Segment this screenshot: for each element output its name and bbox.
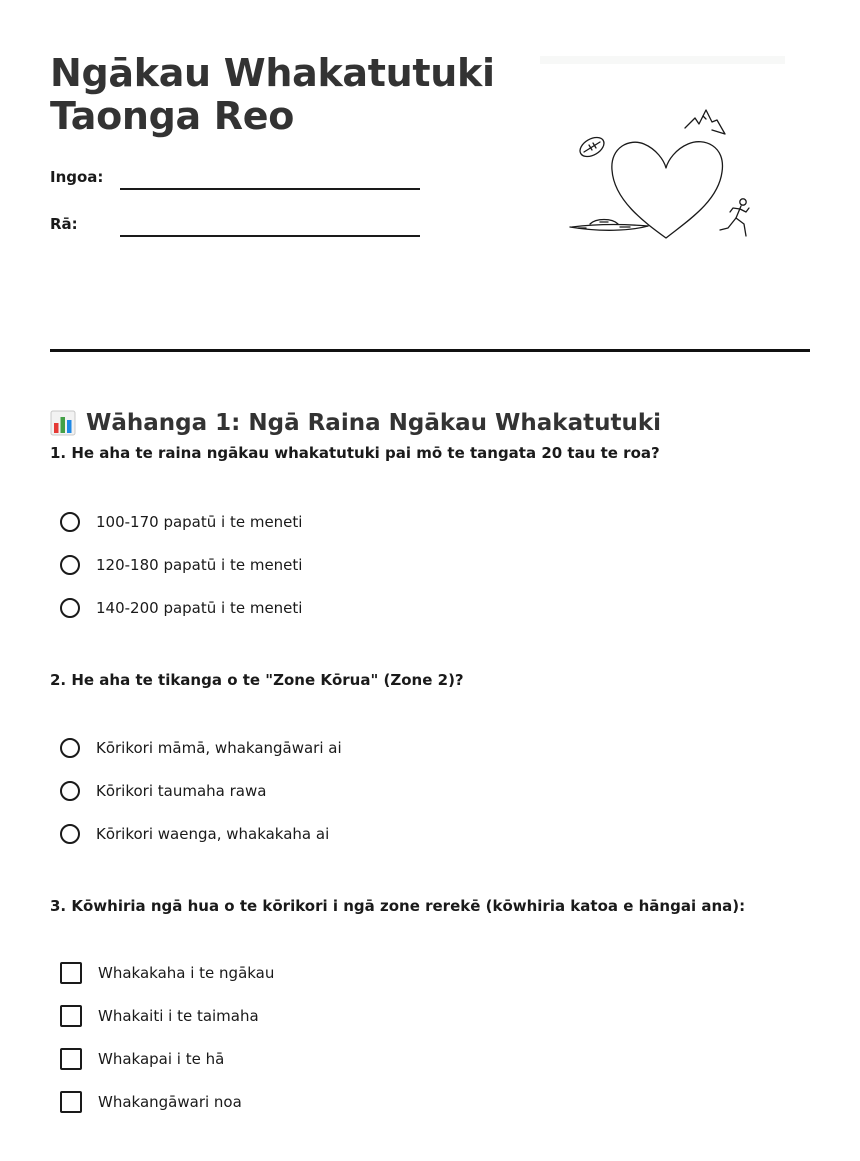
section-1-heading-text: Wāhanga 1: Ngā Raina Ngākau Whakatutuki [86,410,662,437]
fitness-illustration [560,100,760,250]
option-label: 140-200 papatū i te meneti [96,599,303,617]
q3-option-2[interactable] [60,1003,259,1029]
option-label: Whakakaha i te ngākau [98,964,275,982]
page-title [50,52,495,138]
mountain-icon [685,110,725,134]
radio-button[interactable] [60,738,80,758]
radio-button[interactable] [60,781,80,801]
question-2: 2. He aha te tikanga o te "Zone Kōrua" (Zone 2)? [50,671,464,689]
radio-button[interactable] [60,512,80,532]
section-divider [50,349,810,352]
question-1: 1. He aha te raina ngākau whakatutuki pai mō te tangata 20 tau te roa? [50,444,660,462]
date-field[interactable] [120,235,420,237]
radio-button[interactable] [60,824,80,844]
page-title-line-2: Taonga Reo [50,94,295,138]
date-label: Rā: [50,215,78,233]
checkbox[interactable] [60,1091,82,1113]
q2-option-3[interactable] [60,821,329,847]
option-label: Whakangāwari noa [98,1093,242,1111]
heart-icon [612,142,723,238]
page-title-line-1: Ngākau Whakatutuki [50,51,495,95]
option-label: 120-180 papatū i te meneti [96,556,303,574]
q3-option-1[interactable] [60,960,274,986]
checkbox[interactable] [60,1005,82,1027]
q3-option-4[interactable] [60,1089,242,1115]
option-label: Kōrikori waenga, whakakaha ai [96,825,330,843]
checkbox[interactable] [60,1048,82,1070]
radio-button[interactable] [60,598,80,618]
rugby-ball-icon [577,134,608,161]
q2-option-2[interactable] [60,778,266,804]
runner-icon [720,199,749,236]
option-label: Kōrikori māmā, whakangāwari ai [96,739,342,757]
section-1-heading [50,407,661,439]
q1-option-2[interactable] [60,552,302,578]
option-label: Kōrikori taumaha rawa [96,782,267,800]
option-label: Whakapai i te hā [98,1050,225,1068]
name-field[interactable] [120,188,420,190]
name-field-row [50,160,430,190]
radio-button[interactable] [60,555,80,575]
q3-option-3[interactable] [60,1046,224,1072]
option-label: Whakaiti i te taimaha [98,1007,259,1025]
option-label: 100-170 papatū i te meneti [96,513,303,531]
date-field-row [50,207,430,237]
name-label: Ingoa: [50,168,104,186]
q1-option-3[interactable] [60,595,302,621]
question-3: 3. Kōwhiria ngā hua o te kōrikori i ngā zone rerekē (kōwhiria katoa e hāngai ana): [50,897,746,915]
bar-chart-icon [50,410,76,436]
faint-header-strip [540,56,785,64]
waka-icon [570,220,648,231]
checkbox[interactable] [60,962,82,984]
q2-option-1[interactable] [60,735,342,761]
q1-option-1[interactable] [60,509,302,535]
